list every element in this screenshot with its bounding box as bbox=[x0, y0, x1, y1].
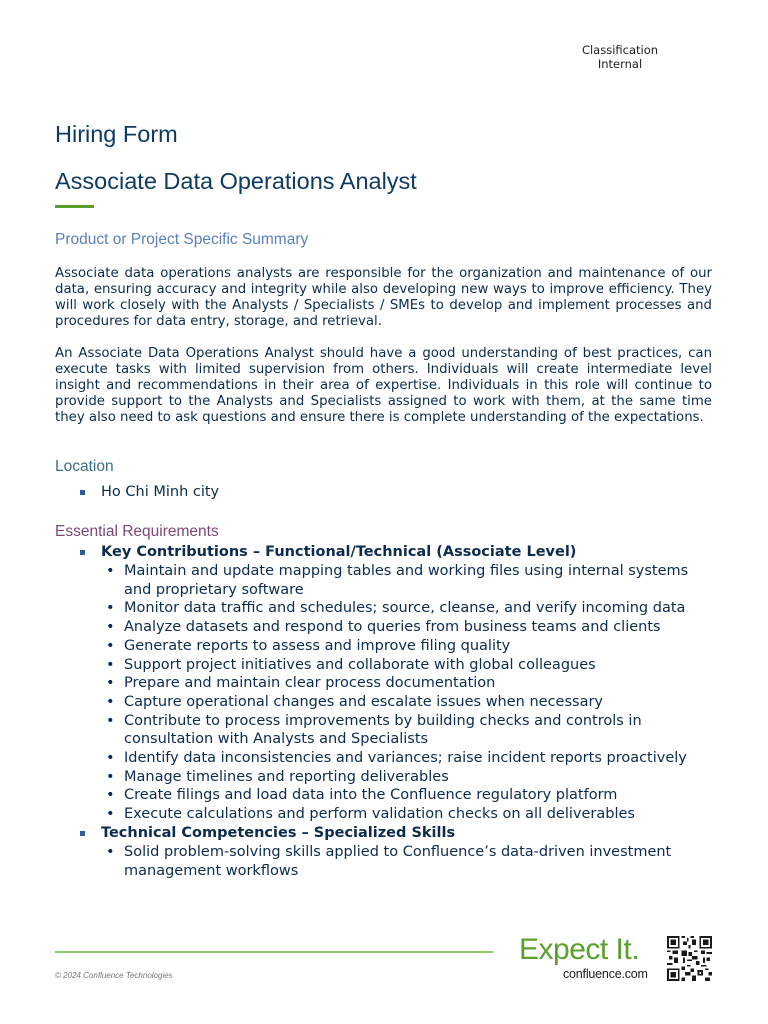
qr-code-icon bbox=[667, 936, 712, 981]
brand-tagline: Expect It. bbox=[519, 933, 640, 966]
list-item: • Maintain and update mapping tables and working files using internal systems and proprietary software bbox=[101, 562, 715, 599]
list-item: • Monitor data traffic and schedules; source, cleanse, and verify incoming data bbox=[101, 599, 715, 618]
list-item: • Prepare and maintain clear process documentation bbox=[101, 674, 715, 693]
location-heading: Location bbox=[55, 458, 114, 475]
classification-label: Classification bbox=[581, 43, 659, 57]
classification-block bbox=[560, 44, 680, 71]
job-title: Associate Data Operations Analyst bbox=[55, 168, 417, 194]
list-item: • Execute calculations and perform validation checks on all deliverables bbox=[101, 805, 715, 824]
list-item: • Create filings and load data into the Confluence regulatory platform bbox=[101, 786, 715, 805]
key-contributions-list bbox=[101, 562, 715, 824]
classification-value: Internal bbox=[597, 56, 643, 71]
list-item: • Support project initiatives and collaborate with global colleagues bbox=[101, 656, 715, 675]
list-item: • Solid problem-solving skills applied to Confluence’s data-driven investment management workflows bbox=[101, 843, 715, 880]
footer-divider bbox=[55, 951, 493, 953]
summary-paragraph-2: An Associate Data Operations Analyst should have a good understanding of best practices, can execute tasks with limited supervision from others. Individuals will create intermediate level insight and recommendations in their area of expertise. Individuals in this role will continue to provide support to the Analysts and Specialists assigned to work with them, at the same time they also need to ask questions and ensure there is complete understanding of the expectations. bbox=[55, 346, 712, 425]
form-title: Hiring Form bbox=[55, 121, 178, 147]
location-list bbox=[55, 483, 219, 502]
summary-paragraph-1: Associate data operations analysts are responsible for the organization and maintenance of our data, ensuring accuracy and integrity while also developing new ways to improve efficiency. They will work closely with the Analysts / Specialists / SMEs to develop and implement processes and procedures for data entry, storage, and retrieval. bbox=[55, 266, 712, 329]
list-item: • Capture operational changes and escalate issues when necessary bbox=[101, 693, 715, 712]
list-item: • Generate reports to assess and improve filing quality bbox=[101, 637, 715, 656]
list-item: • Analyze datasets and respond to queries from business teams and clients bbox=[101, 618, 715, 637]
list-item: • Contribute to process improvements by building checks and controls in consultation with Analysts and Specialists bbox=[101, 712, 715, 749]
summary-heading: Product or Project Specific Summary bbox=[55, 231, 309, 248]
brand-domain: confluence.com bbox=[563, 967, 648, 981]
requirement-group-title: Key Contributions – Functional/Technical (Associate Level) bbox=[101, 544, 577, 560]
requirements-heading: Essential Requirements bbox=[55, 523, 219, 540]
requirement-group-key-contributions bbox=[55, 543, 715, 824]
list-item: • Identify data inconsistencies and variances; raise incident reports proactively bbox=[101, 749, 715, 768]
requirements-list bbox=[55, 543, 715, 880]
location-item-label: Ho Chi Minh city bbox=[101, 484, 220, 500]
requirement-group-technical-competencies bbox=[55, 824, 715, 880]
requirement-group-title: Technical Competencies – Specialized Skills bbox=[101, 824, 456, 841]
list-item: • Manage timelines and reporting deliverables bbox=[101, 768, 715, 787]
technical-competencies-list bbox=[101, 843, 715, 880]
copyright-text: © 2024 Confluence Technologies bbox=[55, 971, 173, 980]
location-item bbox=[55, 483, 219, 502]
title-accent-bar bbox=[55, 205, 94, 208]
